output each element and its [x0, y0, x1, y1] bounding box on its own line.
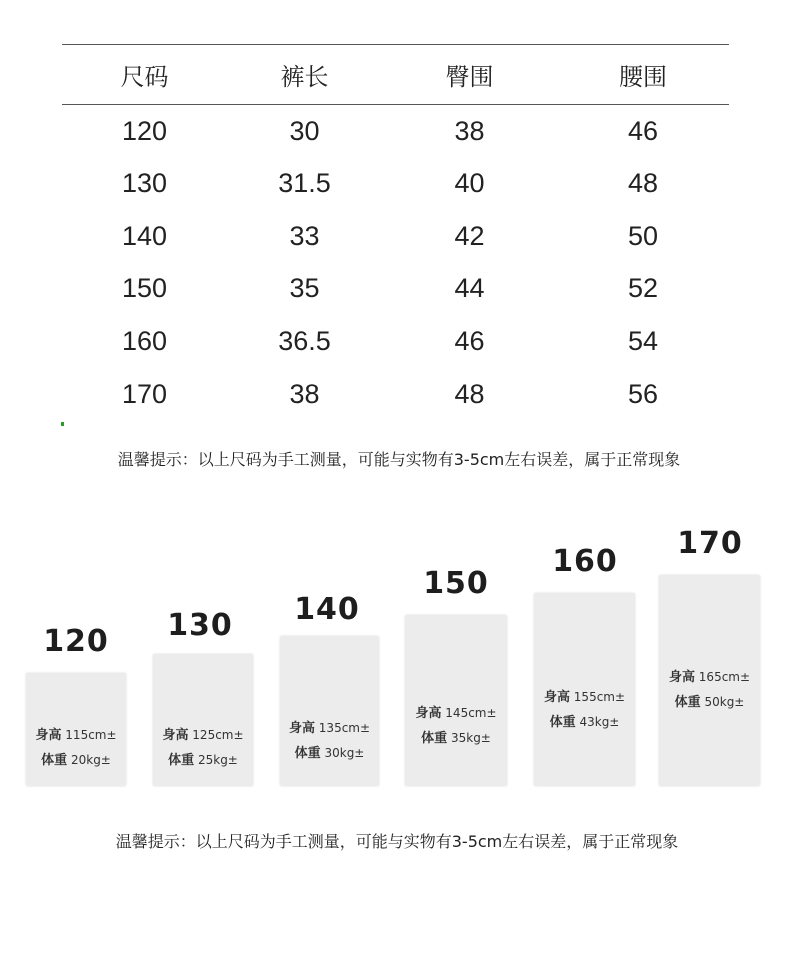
- weight-label: 体重: [549, 715, 576, 730]
- table-cell: 48: [454, 378, 485, 409]
- table-row: [62, 157, 729, 210]
- weight-value: 30kg±: [324, 746, 365, 760]
- table-cell: 150: [121, 273, 168, 304]
- size-card-140: [280, 636, 379, 786]
- size-label-130: 130: [167, 608, 233, 643]
- header-pants-length: 裤长: [227, 45, 382, 105]
- table-cell: 30: [289, 115, 320, 146]
- size-card-text: [405, 701, 507, 751]
- size-label-140: 140: [294, 592, 360, 627]
- table-cell: 160: [121, 326, 168, 357]
- weight-value: 20kg±: [70, 753, 111, 767]
- weight-value: 35kg±: [450, 731, 491, 745]
- table-cell: 54: [627, 326, 659, 357]
- table-cell: 31.5: [278, 168, 331, 199]
- size-card-170: [659, 575, 760, 786]
- table-row: [62, 315, 729, 368]
- table-cell: 140: [121, 220, 168, 251]
- size-label-150: 150: [423, 566, 489, 601]
- weight-label: 体重: [168, 753, 195, 768]
- table-cell: 50: [627, 220, 659, 251]
- weight-label: 体重: [421, 731, 448, 746]
- height-value: 155cm±: [573, 690, 626, 704]
- table-cell: 46: [454, 326, 485, 357]
- table-cell: 33: [289, 220, 320, 251]
- size-card-150: [405, 615, 507, 786]
- height-value: 125cm±: [192, 728, 244, 742]
- height-label: 身高: [668, 670, 695, 685]
- size-label-120: 120: [43, 624, 109, 659]
- table-header-row: [62, 45, 729, 105]
- header-size: 尺码: [62, 45, 227, 105]
- table-cell: 48: [627, 168, 659, 199]
- size-card-text: [153, 723, 253, 773]
- size-label-160: 160: [552, 544, 618, 579]
- weight-label: 体重: [294, 746, 321, 761]
- table-cell: 40: [454, 168, 485, 199]
- weight-value: 43kg±: [579, 715, 620, 729]
- header-waist: 腰围: [557, 45, 729, 105]
- size-guide-graphic: [0, 520, 790, 800]
- measurement-notice: 温馨提示：以上尺码为手工测量，可能与实物有3-5cm左右误差，属于正常现象: [117, 450, 681, 469]
- table-row: [62, 105, 729, 158]
- green-tick-mark: [61, 422, 64, 426]
- height-label: 身高: [35, 728, 62, 743]
- table-cell: 36.5: [278, 326, 331, 357]
- weight-label: 体重: [41, 753, 68, 768]
- table-cell: 35: [289, 273, 320, 304]
- height-value: 145cm±: [445, 706, 497, 720]
- size-card-text: [534, 685, 635, 735]
- size-card-text: [659, 665, 760, 715]
- height-value: 135cm±: [318, 721, 371, 735]
- table-row: [62, 368, 729, 421]
- size-table: [62, 44, 729, 421]
- height-label: 身高: [415, 706, 442, 721]
- table-cell: 38: [454, 115, 485, 146]
- height-label: 身高: [288, 721, 315, 736]
- size-card-130: [153, 654, 253, 786]
- size-card-120: [26, 673, 126, 786]
- weight-label: 体重: [674, 695, 701, 710]
- weight-value: 25kg±: [197, 753, 238, 767]
- table-cell: 56: [627, 378, 659, 409]
- table-cell: 120: [121, 115, 168, 146]
- height-label: 身高: [543, 690, 570, 705]
- height-label: 身高: [162, 728, 189, 743]
- size-label-170: 170: [677, 526, 743, 561]
- table-cell: 52: [627, 273, 659, 304]
- table-cell: 170: [121, 378, 168, 409]
- height-value: 115cm±: [65, 728, 117, 742]
- table-cell: 46: [627, 115, 659, 146]
- measurement-notice-bottom: 温馨提示：以上尺码为手工测量，可能与实物有3-5cm左右误差，属于正常现象: [115, 832, 679, 851]
- table-row: [62, 263, 729, 316]
- header-hip: 臀围: [382, 45, 557, 105]
- height-value: 165cm±: [698, 670, 751, 684]
- size-card-text: [280, 716, 379, 766]
- table-cell: 130: [121, 168, 168, 199]
- weight-value: 50kg±: [704, 695, 745, 709]
- table-cell: 38: [289, 378, 320, 409]
- table-cell: 42: [454, 220, 485, 251]
- size-card-text: [26, 723, 126, 773]
- size-card-160: [534, 593, 635, 786]
- table-cell: 44: [454, 273, 485, 304]
- table-row: [62, 210, 729, 263]
